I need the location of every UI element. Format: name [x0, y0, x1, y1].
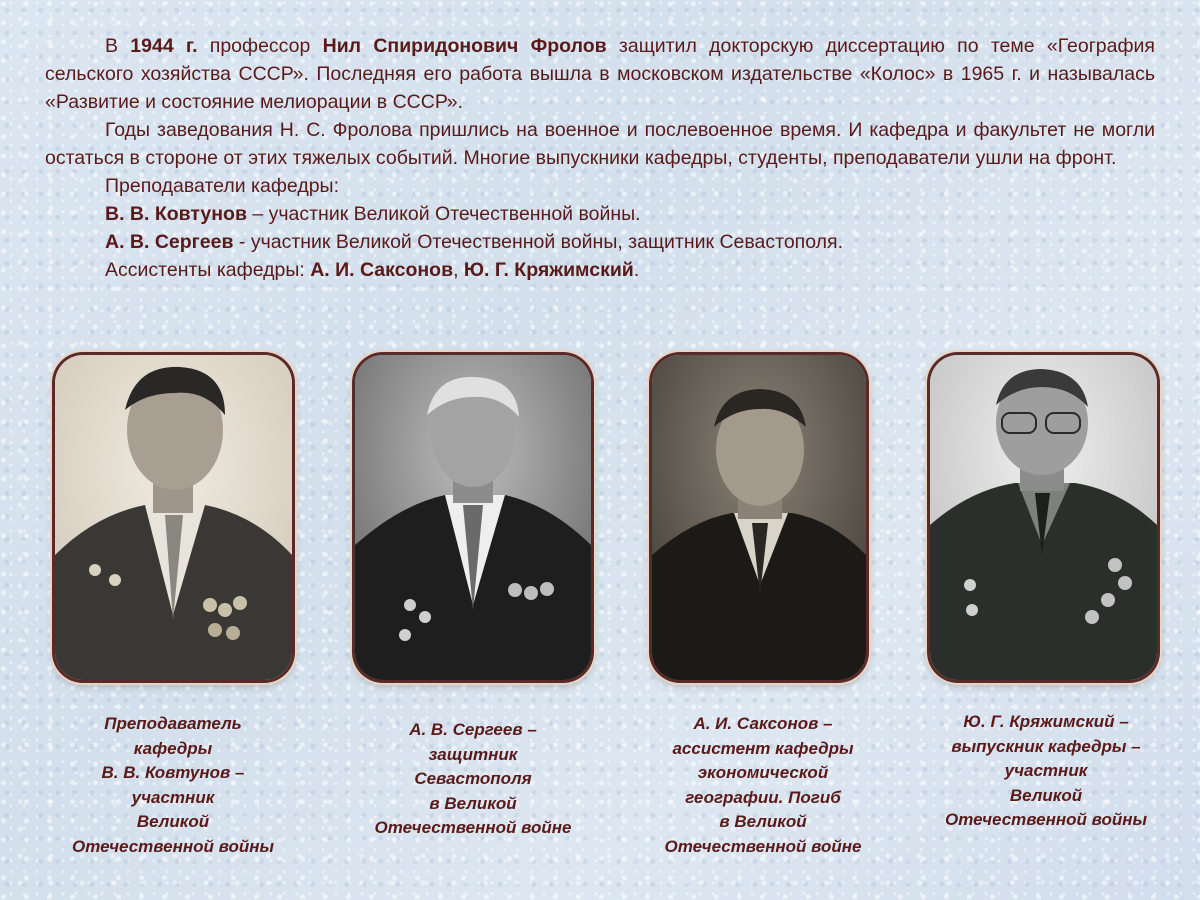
- caption-line: участник: [1004, 761, 1088, 780]
- caption-line: Севастополя: [414, 769, 532, 788]
- main-text: [45, 32, 1155, 284]
- caption-kovtunov: [43, 712, 303, 859]
- caption-kryazhimsky: [916, 710, 1176, 833]
- caption-line: Великой: [1009, 785, 1083, 805]
- teacher-name: А. В. Сергеев: [105, 231, 234, 253]
- caption-line: в Великой: [429, 793, 517, 813]
- caption-line: участник: [131, 787, 215, 807]
- separator: ,: [453, 259, 464, 281]
- caption-line: В. В. Ковтунов –: [101, 763, 245, 782]
- assistant-name: А. И. Саксонов: [310, 259, 454, 281]
- portrait-photo-saksonov: [652, 355, 866, 680]
- caption-line: А. В. Сергеев –: [409, 720, 537, 739]
- caption-sergeev: [343, 718, 603, 841]
- assistants-prefix: Ассистенты кафедры:: [105, 259, 311, 281]
- caption-line: ассистент кафедры: [672, 738, 854, 758]
- text-run: профессор: [197, 35, 323, 57]
- caption-line: Отечественной войне: [374, 818, 572, 837]
- teacher-desc: - участник Великой Отечественной войны, защитник Севастополя.: [233, 231, 843, 253]
- caption-saksonov: [633, 712, 893, 859]
- teacher-sergeev: [45, 228, 1155, 256]
- paragraph-dissertation: [45, 32, 1155, 116]
- portrait-photo-sergeev: [355, 355, 591, 680]
- caption-line: кафедры: [133, 738, 213, 758]
- year-bold: 1944 г.: [130, 35, 198, 57]
- portrait-image: [652, 355, 866, 680]
- portrait-image: [55, 355, 292, 680]
- caption-line: в Великой: [719, 812, 807, 831]
- caption-line: Великой: [136, 812, 210, 831]
- teacher-desc: – участник Великой Отечественной войны.: [246, 203, 641, 225]
- caption-line: Отечественной войны: [71, 836, 275, 856]
- caption-line: географии. Погиб: [685, 787, 841, 807]
- period: .: [633, 259, 640, 281]
- caption-line: Отечественной войне: [664, 836, 862, 856]
- portrait-photo-kryazhimsky: [930, 355, 1157, 680]
- paragraph-war-years: Годы заведования Н. С. Фролова пришлись на военное и послевоенное время. И кафедра и факультет не могли остаться в стороне от этих тяжелых событий. Многие выпускники кафедры, студенты, преподаватели ушли на фронт.: [45, 119, 1155, 169]
- caption-line: выпускник кафедры –: [951, 736, 1141, 756]
- caption-line: защитник: [428, 744, 518, 764]
- assistant-name: Ю. Г. Кряжимский: [463, 259, 634, 281]
- teachers-heading: Преподаватели кафедры:: [105, 175, 339, 197]
- caption-line: Преподаватель: [104, 714, 242, 733]
- portrait-image: [930, 355, 1157, 680]
- caption-line: Отечественной войны: [944, 810, 1148, 829]
- caption-line: Ю. Г. Кряжимский –: [963, 712, 1129, 731]
- teacher-kovtunov: [45, 200, 1155, 228]
- professor-name: Нил Спиридонович Фролов: [322, 35, 607, 57]
- portrait-photo-kovtunov: [55, 355, 292, 680]
- portrait-image: [355, 355, 591, 680]
- caption-line: А. И. Саксонов –: [693, 714, 833, 733]
- text-run: защитил докторскую диссертацию по теме «География сельского хозяйства СССР». Последняя его работа вышла в московском издательстве «Колос» в 1965 г. и называлась «Развитие и состояние мелиорации в СССР».: [45, 35, 1155, 113]
- teacher-name: В. В. Ковтунов: [105, 203, 247, 225]
- caption-line: экономической: [697, 763, 829, 782]
- assistants-line: [45, 256, 1155, 284]
- text-run: В: [105, 35, 131, 57]
